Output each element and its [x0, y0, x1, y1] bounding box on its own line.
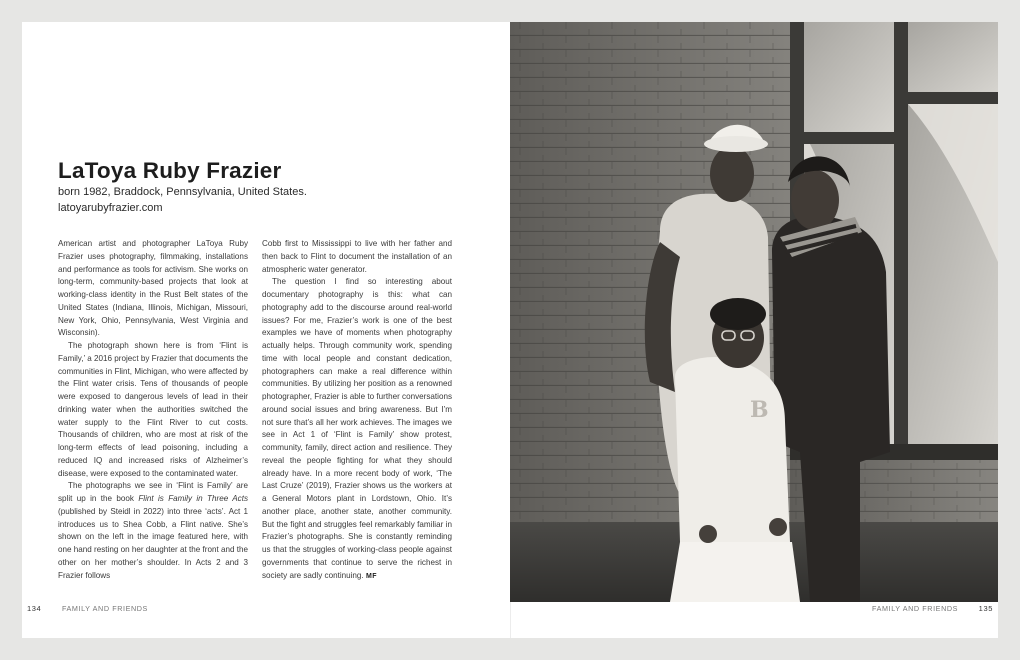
section-label-left: FAMILY AND FRIENDS: [61, 604, 148, 613]
book-title: Flint is Family in Three Acts: [138, 494, 248, 503]
photo-illustration: [510, 22, 998, 602]
paragraph-text: (published by Steidl in 2022) into three ‘acts’. Act 1 introduces us to Shea Cobb, a Flint native. She’s shown on the left in the image featured here, with one hand resting on her daughter at the front and the other on her mother’s shoulder. In Acts 2 and 3 Frazier follows: [58, 506, 248, 580]
paragraph-text: The photographs we see in ‘Flint is Family’ are split up in the book: [58, 481, 248, 503]
text-column-left: [58, 238, 248, 582]
paragraph: [262, 276, 452, 583]
portrait-photograph: [510, 22, 998, 602]
page-number-right: 135: [978, 604, 993, 613]
paragraph: American artist and photographer LaToya Ruby Frazier uses photography, filmmaking, installations and performance as tools for activism. She works on long-term, community-based projects that look at working-class identity in the Rust Belt states of the United States (Indiana, Illinois, Michigan, Missouri, New York, Ohio, Pennsylvania, West Virginia and Wisconsin).: [58, 239, 248, 338]
page-number-left: 134: [27, 604, 42, 613]
footer-right: [872, 604, 993, 613]
footer-left: [27, 604, 148, 613]
author-initials: MF: [365, 572, 378, 580]
artist-name: LaToya Ruby Frazier: [58, 158, 282, 183]
svg-text:B: B: [750, 397, 769, 423]
artist-birth-info: born 1982, Braddock, Pennsylvania, United States.: [58, 186, 307, 198]
text-column-right: [262, 238, 452, 583]
paragraph-text: The question I find so interesting about documentary photography is this: what can photography add to the discourse around real-world issues? For me, Frazier’s work is one of the best examples we have of moments when photography actually helps. Through community work, spending time with local people and constant dedication, photographers can make a real difference within communities. By utilizing her position as a renowned photographer, Frazier is able to further conversations around social issues and bring awareness. But I’m not sure that’s all her work achieves. The images we see in Act 1 of ‘Flint is Family’ show protest, community, family, direct action and resilience. They reveal the people fighting for what they should already have. In a more recent body of work, ‘The Last Cruze’ (2019), Frazier shows us the workers at a General Motors plant in Lordstown, Ohio. It’s another place, another state, another community. But the fight and struggles feel remarkably familiar in Frazier’s photographs. She is constantly reminding us that the struggles of working-class people against governments that continue to serve the richest in society are sadly continuing.: [262, 277, 452, 580]
section-label-right: FAMILY AND FRIENDS: [872, 604, 959, 613]
artist-website[interactable]: latoyarubyfrazier.com: [58, 202, 163, 214]
book-spread: [22, 22, 998, 638]
paragraph: The photograph shown here is from ‘Flint is Family,’ a 2016 project by Frazier that documents the communities in Flint, Michigan, who were affected by the Flint water crisis. Tens of thousands of people were exposed to dangerous levels of lead in their drinking water when the authorities switched the water supply to the Flint River to cut costs. Thousands of children, who are most at risk of the long-term effects of lead poisoning, including a reduced IQ and increased risks of Alzheimer’s disease, were exposed to the contaminated water.: [58, 341, 248, 478]
paragraph: Cobb first to Mississippi to live with her father and then back to Flint to document the installation of an atmospheric water generator.: [262, 239, 452, 274]
paragraph: [58, 480, 248, 582]
